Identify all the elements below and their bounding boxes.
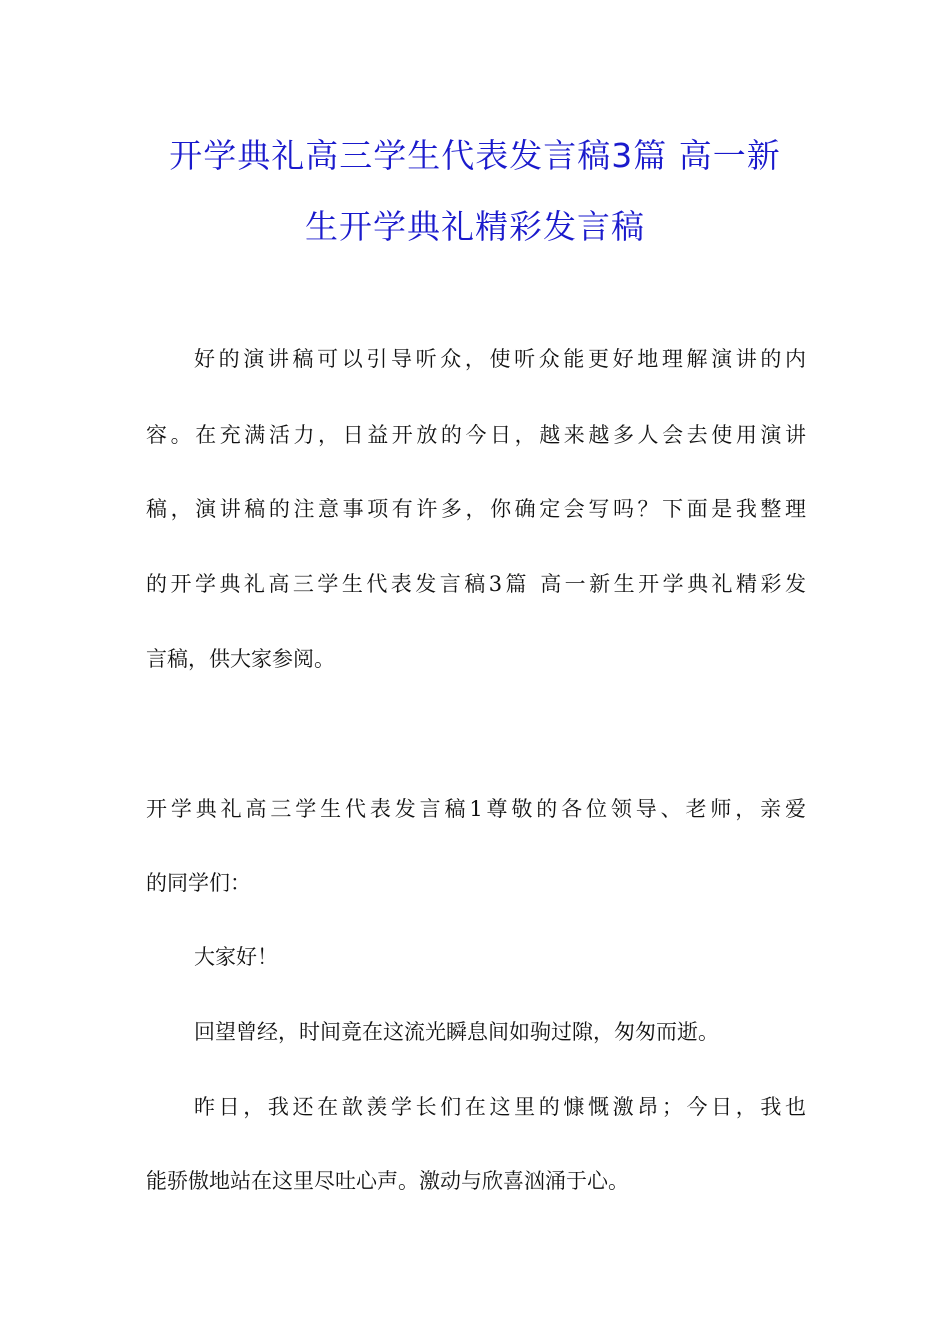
section1-heading-line-1: 开学典礼高三学生代表发言稿1尊敬的各位领导、老师，亲爱 (146, 797, 806, 821)
section1-heading-line-2: 的同学们： (146, 871, 251, 895)
intro-line-4: 的开学典礼高三学生代表发言稿3篇 高一新生开学典礼精彩发 (146, 572, 806, 596)
intro-line-5: 言稿，供大家参阅。 (146, 647, 335, 671)
document-title-line-2: 生开学典礼精彩发言稿 (305, 207, 645, 246)
paragraph-2-line-1: 昨日，我还在歆羡学长们在这里的慷慨激昂；今日，我也 (194, 1095, 806, 1119)
intro-line-1: 好的演讲稿可以引导听众，使听众能更好地理解演讲的内 (194, 347, 806, 371)
paragraph-2-line-2: 能骄傲地站在这里尽吐心声。激动与欣喜汹涌于心。 (146, 1169, 629, 1193)
document-title-line-1: 开学典礼高三学生代表发言稿3篇 高一新 (169, 136, 781, 175)
greeting-line: 大家好！ (194, 945, 278, 969)
paragraph-1: 回望曾经，时间竟在这流光瞬息间如驹过隙，匆匆而逝。 (194, 1020, 719, 1044)
intro-line-3: 稿，演讲稿的注意事项有许多，你确定会写吗？下面是我整理 (146, 497, 806, 521)
intro-line-2: 容。在充满活力，日益开放的今日，越来越多人会去使用演讲 (146, 423, 806, 447)
